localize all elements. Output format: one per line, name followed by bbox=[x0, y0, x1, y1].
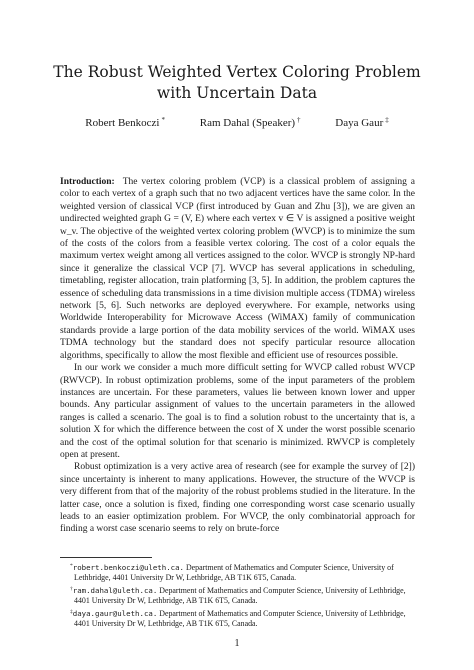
author-2 bbox=[200, 116, 301, 129]
author-3 bbox=[335, 116, 388, 129]
footnotes bbox=[60, 561, 415, 629]
author-name: Ram Dahal (Speaker) bbox=[199, 117, 296, 129]
paragraph-2: In our work we consider a much more difficult setting for WVCP called robust WVCP (RWVCP). In robust optimization problems, some of the input parameters of the problem instances are uncertain. For these parameters, values lie between known lower and upper bounds. Any particular assignment of values to the uncertain parameters in the allowed ranges is called a scenario. The goal is to find a solution robust to the uncertainty that is, a solution X for which the difference between the cost of X under the worst possible scenario and the cost of the optimal solution for that scenario is minimized. RWVCP is completely open at present. bbox=[60, 363, 415, 460]
page-number: 1 bbox=[234, 638, 240, 649]
paragraph-3: Robust optimization is a very active area of research (see for example the survey of [2]) since uncertainty is inherent to many applications. However, the structure of the WVCP is very different from that of the majority of the robust problems studied in the literature. In the latter case, once a solution is fixed, finding one corresponding worst case scenario usually leads to an easier optimization problem. For WVCP, the only combinatorial approach for finding a worst case scenario seems to rely on brute-force bbox=[60, 462, 415, 535]
footnote-email: daya.gaur@uleth.ca. bbox=[72, 608, 158, 618]
author-footnote-mark: ‡ bbox=[385, 116, 389, 124]
paragraph-intro bbox=[60, 176, 415, 362]
author-footnote-mark: † bbox=[297, 116, 301, 124]
paper-title: The Robust Weighted Vertex Coloring Problem with Uncertain Data bbox=[53, 63, 421, 102]
footnote-mark: * bbox=[70, 563, 73, 569]
intro-heading: Introduction: bbox=[60, 177, 115, 187]
footnote-affiliation: Department of Mathematics and Computer Science, University of Lethbridge, 4401 University Dr W, Lethbridge, AB T1K 6T5, Canada. bbox=[74, 608, 406, 629]
footnote-divider bbox=[60, 557, 152, 558]
author-1 bbox=[85, 116, 165, 129]
author-name: Daya Gaur bbox=[335, 117, 384, 129]
footnote-3 bbox=[60, 607, 415, 630]
footnote-affiliation: Department of Mathematics and Computer Science, University of Lethbridge, 4401 University Dr W, Lethbridge, AB T1K 6T5, Canada. bbox=[74, 563, 394, 583]
footnote-affiliation: Department of Mathematics and Computer Science, University of Lethbridge, 4401 University Dr W, Lethbridge, AB T1K 6T5, Canada. bbox=[74, 585, 406, 606]
footnote-mark: † bbox=[70, 585, 73, 592]
footnote-email: ram.dahal@uleth.ca. bbox=[72, 585, 158, 595]
footnote-2 bbox=[60, 584, 415, 607]
author-footnote-mark: * bbox=[161, 116, 165, 124]
footnote-email: robert.benkoczi@uleth.ca. bbox=[72, 563, 184, 572]
abstract-body bbox=[60, 176, 415, 536]
footnote-mark: ‡ bbox=[70, 608, 73, 615]
paragraph-text: The vertex coloring problem (VCP) is a classical problem of assigning a color to each vertex of a graph such that no two adjacent vertices have the same color. In the weighted version of classical VCP (first introduced by Guan and Zhu [3]), we are given an undirected weighted graph G = (V, E) where each vertex v ∈ V is assigned a positive weight w_v. The objective of the weighted vertex coloring problem (WVCP) is to minimize the sum of the costs of the colors from a feasible vertex coloring. The cost of a color equals the maximum vertex weight among all vertices assigned to the color. WVCP is strongly NP-hard since it generalize the classical VCP [7]. WVCP has several applications in scheduling, timetabling, register allocation, train platforming [3, 5]. In addition, the problem captures the essence of scheduling data transmissions in a time division multiple access (TDMA) wireless network [5, 6]. Such networks are deployed everywhere. For example, networks using Worldwide Interoperability for Microwave Access (WiMAX) family of communication standards provide a large portion of the data mobility services of the world. WiMAX uses TDMA technology but the standard does not specify particular resource allocation algorithms, specifically to allow the most flexible and efficient use of resources possible. bbox=[60, 177, 415, 361]
author-name: Robert Benkoczi bbox=[85, 117, 160, 129]
footnote-1 bbox=[60, 561, 415, 584]
author-list bbox=[40, 116, 434, 129]
